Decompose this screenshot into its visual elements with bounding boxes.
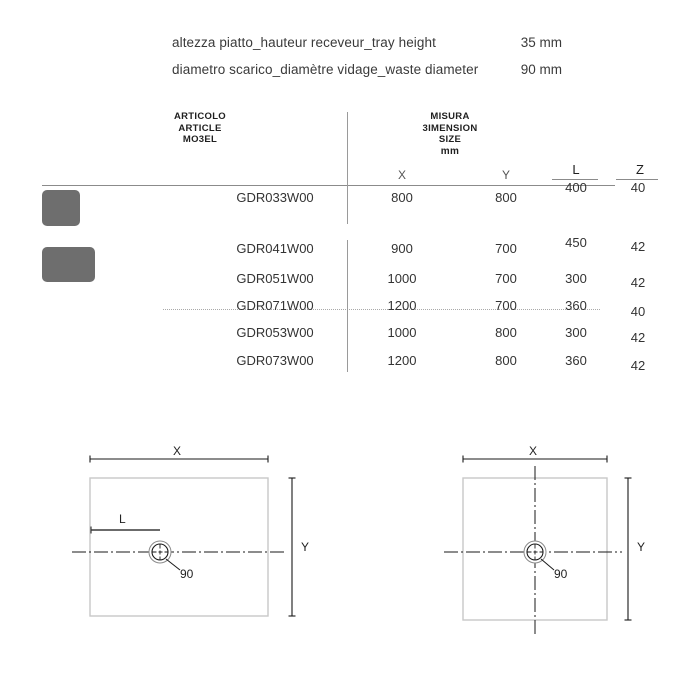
l-dimension-line-rect <box>91 527 160 534</box>
header-unit-mm: mm <box>440 145 460 157</box>
header-size: SIZE <box>438 134 462 145</box>
drain-symbol-rect <box>149 541 180 570</box>
cell-l: 400 <box>565 180 587 195</box>
table-row <box>0 298 700 318</box>
column-header-measure <box>390 111 510 157</box>
spec-value-waste-diameter: 90 mm <box>520 61 562 77</box>
column-header-x: X <box>397 168 406 182</box>
cell-y: 700 <box>495 241 517 256</box>
drain-diameter-label-square: 90 <box>554 567 568 581</box>
rectangular-tray-svg <box>60 440 360 650</box>
header-misura: MISURA <box>430 111 470 122</box>
drain-diameter-label-rect: 90 <box>180 567 194 581</box>
cell-z: 42 <box>630 239 646 254</box>
square-tray-svg <box>430 440 690 650</box>
spec-value-tray-height: 35 mm <box>520 34 562 50</box>
y-dimension-line-rect <box>289 478 296 616</box>
column-header-y: Y <box>501 168 510 182</box>
header-articolo: ARTICOLO <box>173 111 226 122</box>
y-label-square: Y <box>637 540 646 554</box>
spec-label-waste-diameter: diametro scarico_diamètre vidage_waste diameter <box>172 61 479 77</box>
spec-label-tray-height: altezza piatto_hauteur receveur_tray height <box>172 34 436 50</box>
cell-y: 700 <box>495 271 517 286</box>
cell-x: 1000 <box>387 271 417 286</box>
cell-x: 1200 <box>387 298 417 313</box>
cell-z: 40 <box>630 304 646 319</box>
y-dimension-line-square <box>625 478 632 620</box>
cell-article-code: GDR051W00 <box>236 271 314 286</box>
cell-z: 42 <box>630 330 646 345</box>
cell-x: 800 <box>391 190 413 205</box>
technical-drawing-rectangular <box>60 440 360 650</box>
x-label-rect: X <box>173 444 182 458</box>
cell-z: 42 <box>630 358 646 373</box>
cell-article-code: GDR033W00 <box>236 190 314 205</box>
table-row <box>0 180 700 210</box>
tray-outline-rect <box>90 478 268 616</box>
cell-x: 900 <box>391 241 413 256</box>
drain-symbol-square <box>524 541 554 570</box>
technical-drawing-square <box>430 440 690 650</box>
cell-l: 300 <box>565 325 587 340</box>
cell-l: 360 <box>565 298 587 313</box>
cell-article-code: GDR041W00 <box>236 241 314 256</box>
table-row <box>0 235 700 261</box>
cell-y: 800 <box>495 190 517 205</box>
cell-l: 450 <box>565 235 587 250</box>
table-row <box>0 325 700 345</box>
cell-z: 40 <box>630 180 646 195</box>
cell-article-code: GDR071W00 <box>236 298 314 313</box>
header-dimension: 3IMENSION <box>422 122 478 134</box>
cell-x: 1000 <box>387 325 417 340</box>
table-row <box>0 271 700 291</box>
column-header-z: Z <box>636 162 644 177</box>
l-label-rect: L <box>119 512 126 526</box>
cell-l: 300 <box>565 271 587 286</box>
cell-article-code: GDR073W00 <box>236 353 314 368</box>
cell-x: 1200 <box>387 353 417 368</box>
cell-l: 360 <box>565 353 587 368</box>
cell-article-code: GDR053W00 <box>236 325 314 340</box>
header-article: ARTICLE <box>178 122 222 134</box>
header-model: MO3EL <box>182 134 218 145</box>
cell-y: 800 <box>495 325 517 340</box>
x-label-square: X <box>529 444 538 458</box>
column-header-article <box>140 111 260 146</box>
cell-y: 800 <box>495 353 517 368</box>
cell-z: 42 <box>630 275 646 290</box>
table-header-rule <box>42 185 615 186</box>
y-label-rect: Y <box>301 540 310 554</box>
table-row <box>0 353 700 373</box>
column-header-l: L <box>572 162 580 177</box>
cell-y: 700 <box>495 298 517 313</box>
